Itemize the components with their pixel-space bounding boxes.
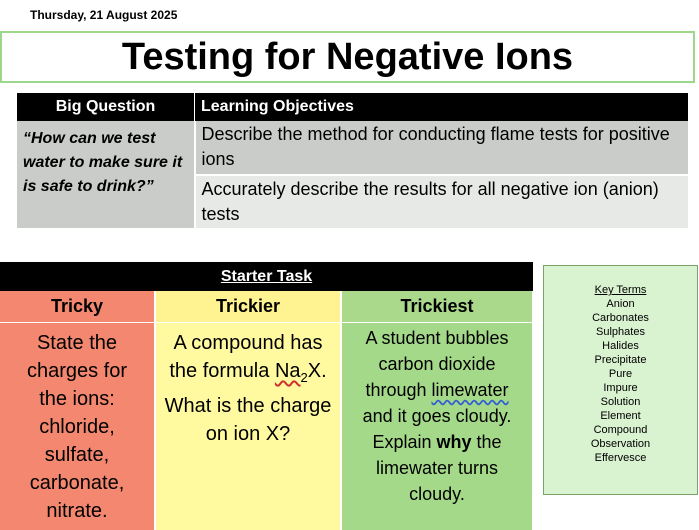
formula-end: X — [308, 360, 321, 382]
key-term: Effervesce — [544, 451, 697, 465]
trickier-text — [156, 329, 340, 448]
trickiest-header: Trickiest — [341, 291, 533, 323]
learning-objectives-header: Learning Objectives — [195, 93, 689, 121]
key-term: Element — [544, 409, 697, 423]
key-term: Halides — [544, 339, 697, 353]
starter-task-banner: Starter Task — [0, 262, 533, 291]
starter-task-table — [0, 262, 534, 530]
key-term: Observation — [544, 437, 697, 451]
key-terms-title: Key Terms — [544, 283, 697, 297]
key-term: Pure — [544, 367, 697, 381]
learning-objective-2: Accurately describe the results for all negative ion (anion) tests — [195, 175, 689, 229]
trickier-before: A compound has the formula — [169, 332, 322, 382]
key-term: Solution — [544, 395, 697, 409]
formula-main: Na — [275, 360, 301, 382]
formula-na2x — [275, 360, 308, 382]
key-term: Anion — [544, 297, 697, 311]
key-term: Sulphates — [544, 325, 697, 339]
date-label: Thursday, 21 August 2025 — [30, 8, 177, 22]
key-term: Impure — [544, 381, 697, 395]
trickiest-question — [341, 323, 533, 530]
why-word: why — [437, 432, 472, 452]
trickier-header: Trickier — [155, 291, 341, 323]
formula-subscript: 2 — [301, 370, 308, 385]
big-question-table — [17, 93, 688, 228]
trickier-question — [155, 323, 341, 530]
trickiest-part3: the limewater turns cloudy. — [376, 432, 502, 504]
learning-objective-1: Describe the method for conducting flame tests for positive ions — [195, 121, 689, 175]
key-term: Precipitate — [544, 353, 697, 367]
tricky-header: Tricky — [0, 291, 155, 323]
key-term: Compound — [544, 423, 697, 437]
limewater-word: limewater — [432, 380, 509, 400]
key-terms-box — [543, 265, 698, 495]
trickiest-text — [342, 325, 532, 507]
big-question-text: “How can we test water to make sure it is safe to drink?” — [17, 121, 195, 228]
trickier-after: . What is the charge on ion X? — [165, 360, 332, 445]
tricky-question — [0, 323, 155, 530]
page-title: Testing for Negative Ions — [0, 31, 695, 83]
trickiest-part1: A student bubbles carbon dioxide through — [365, 328, 508, 400]
key-term: Carbonates — [544, 311, 697, 325]
trickiest-part2: and it goes cloudy. Explain — [363, 406, 512, 452]
tricky-text: State the charges for the ions: chloride, sulfate, carbonate, nitrate. — [0, 329, 154, 525]
big-question-header: Big Question — [17, 93, 195, 121]
